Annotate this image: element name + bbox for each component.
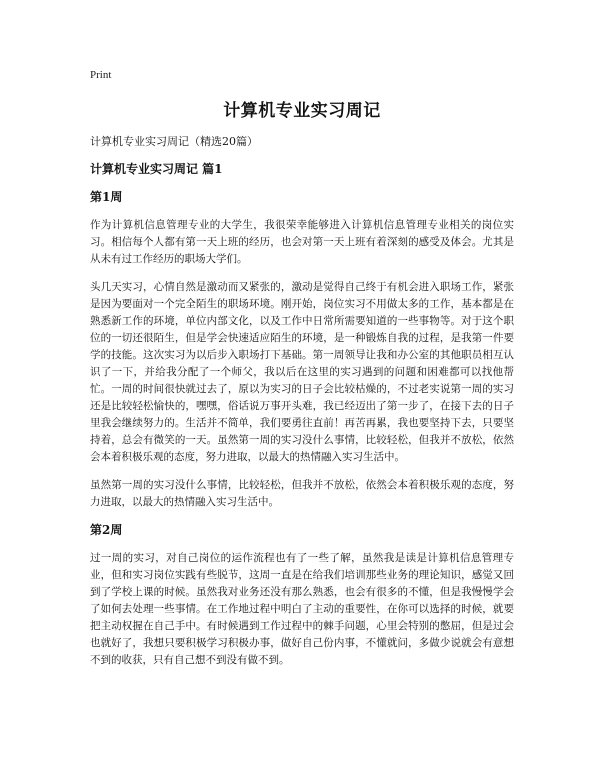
week-1-paragraph: 作为计算机信息管理专业的大学生，我很荣幸能够进入计算机信息管理专业相关的岗位实习。相信每个人都有第一天上班的经历，也会对第一天上班有着深刻的感受及体会。尤其是从未有过工作经历的职场大学们。 [90,219,514,265]
week-2-paragraph: 过一周的实习，对自己岗位的运作流程也有了一些了解，虽然我是读是计算机信息管理专业，但和实习岗位实践有些脱节，这周一直是在给我们培训那些业务的理论知识，感觉又回到了学校上课的时候。虽然我对业务还没有那么熟悉，也会有很多的不懂，但是我慢慢学会了如何去处理一些事情。在工作地过程中明白了主动的重要性，在你可以选择的时候，就要把主动权握在自己手中。有时候遇到工作过程中的棘手问题，心里会特别的憋屈，但是过会也就好了，我想只要积极学习积极办事，做好自己份内事，不懂就问，多做少说就会有意想不到的收获，只有自己想不到没有做不到。 [90,552,514,666]
week-1-paragraph: 头几天实习，心情自然是激动而又紧张的，激动是觉得自己终于有机会进入职场工作，紧张是因为要面对一个完全陌生的职场环境。刚开始，岗位实习不用做太多的工作，基本都是在熟悉新工作的环境，单位内部文化，以及工作中日常所需要知道的一些事物等。对于这个职位的一切还很陌生，但是学会快速适应陌生的环境，是一种锻炼自我的过程，是我第一件要学的技能。这次实习为以后步入职场打下基础。第一周领导让我和办公室的其他职员相互认识了一下，并给我分配了一个师父，我以后在这里的实习遇到的问题和困难都可以找他帮忙。一周的时间很快就过去了，原以为实习的日子会比较枯燥的，不过老实说第一周的实习还是比较轻松愉快的，嘿嘿，俗话说万事开头难，我已经迈出了第一步了，在接下去的日子里我会继续努力的。生活并不简单，我们要勇往直前！再苦再累，我也要坚持下去，只要坚持着，总会有微笑的一天。虽然第一周的实习没什么事情，比较轻松，但我并不放松，依然会本着积极乐观的态度，努力进取，以最大的热情融入实习生活中。 [90,281,514,463]
section-heading: 计算机专业实习周记 篇1 [90,162,223,176]
week-2-heading: 第2周 [90,523,123,537]
document-title: 计算机专业实习周记 [223,101,381,121]
document-page [90,68,514,680]
week-1-heading: 第1周 [90,190,123,204]
week-1-paragraph: 虽然第一周的实习没什么事情，比较轻松，但我并不放松，依然会本着积极乐观的态度，努力进取，以最大的热情融入实习生活中。 [90,479,514,508]
document-subtitle: 计算机专业实习周记（精选20篇） [90,135,258,148]
print-label[interactable]: Print [90,69,112,81]
